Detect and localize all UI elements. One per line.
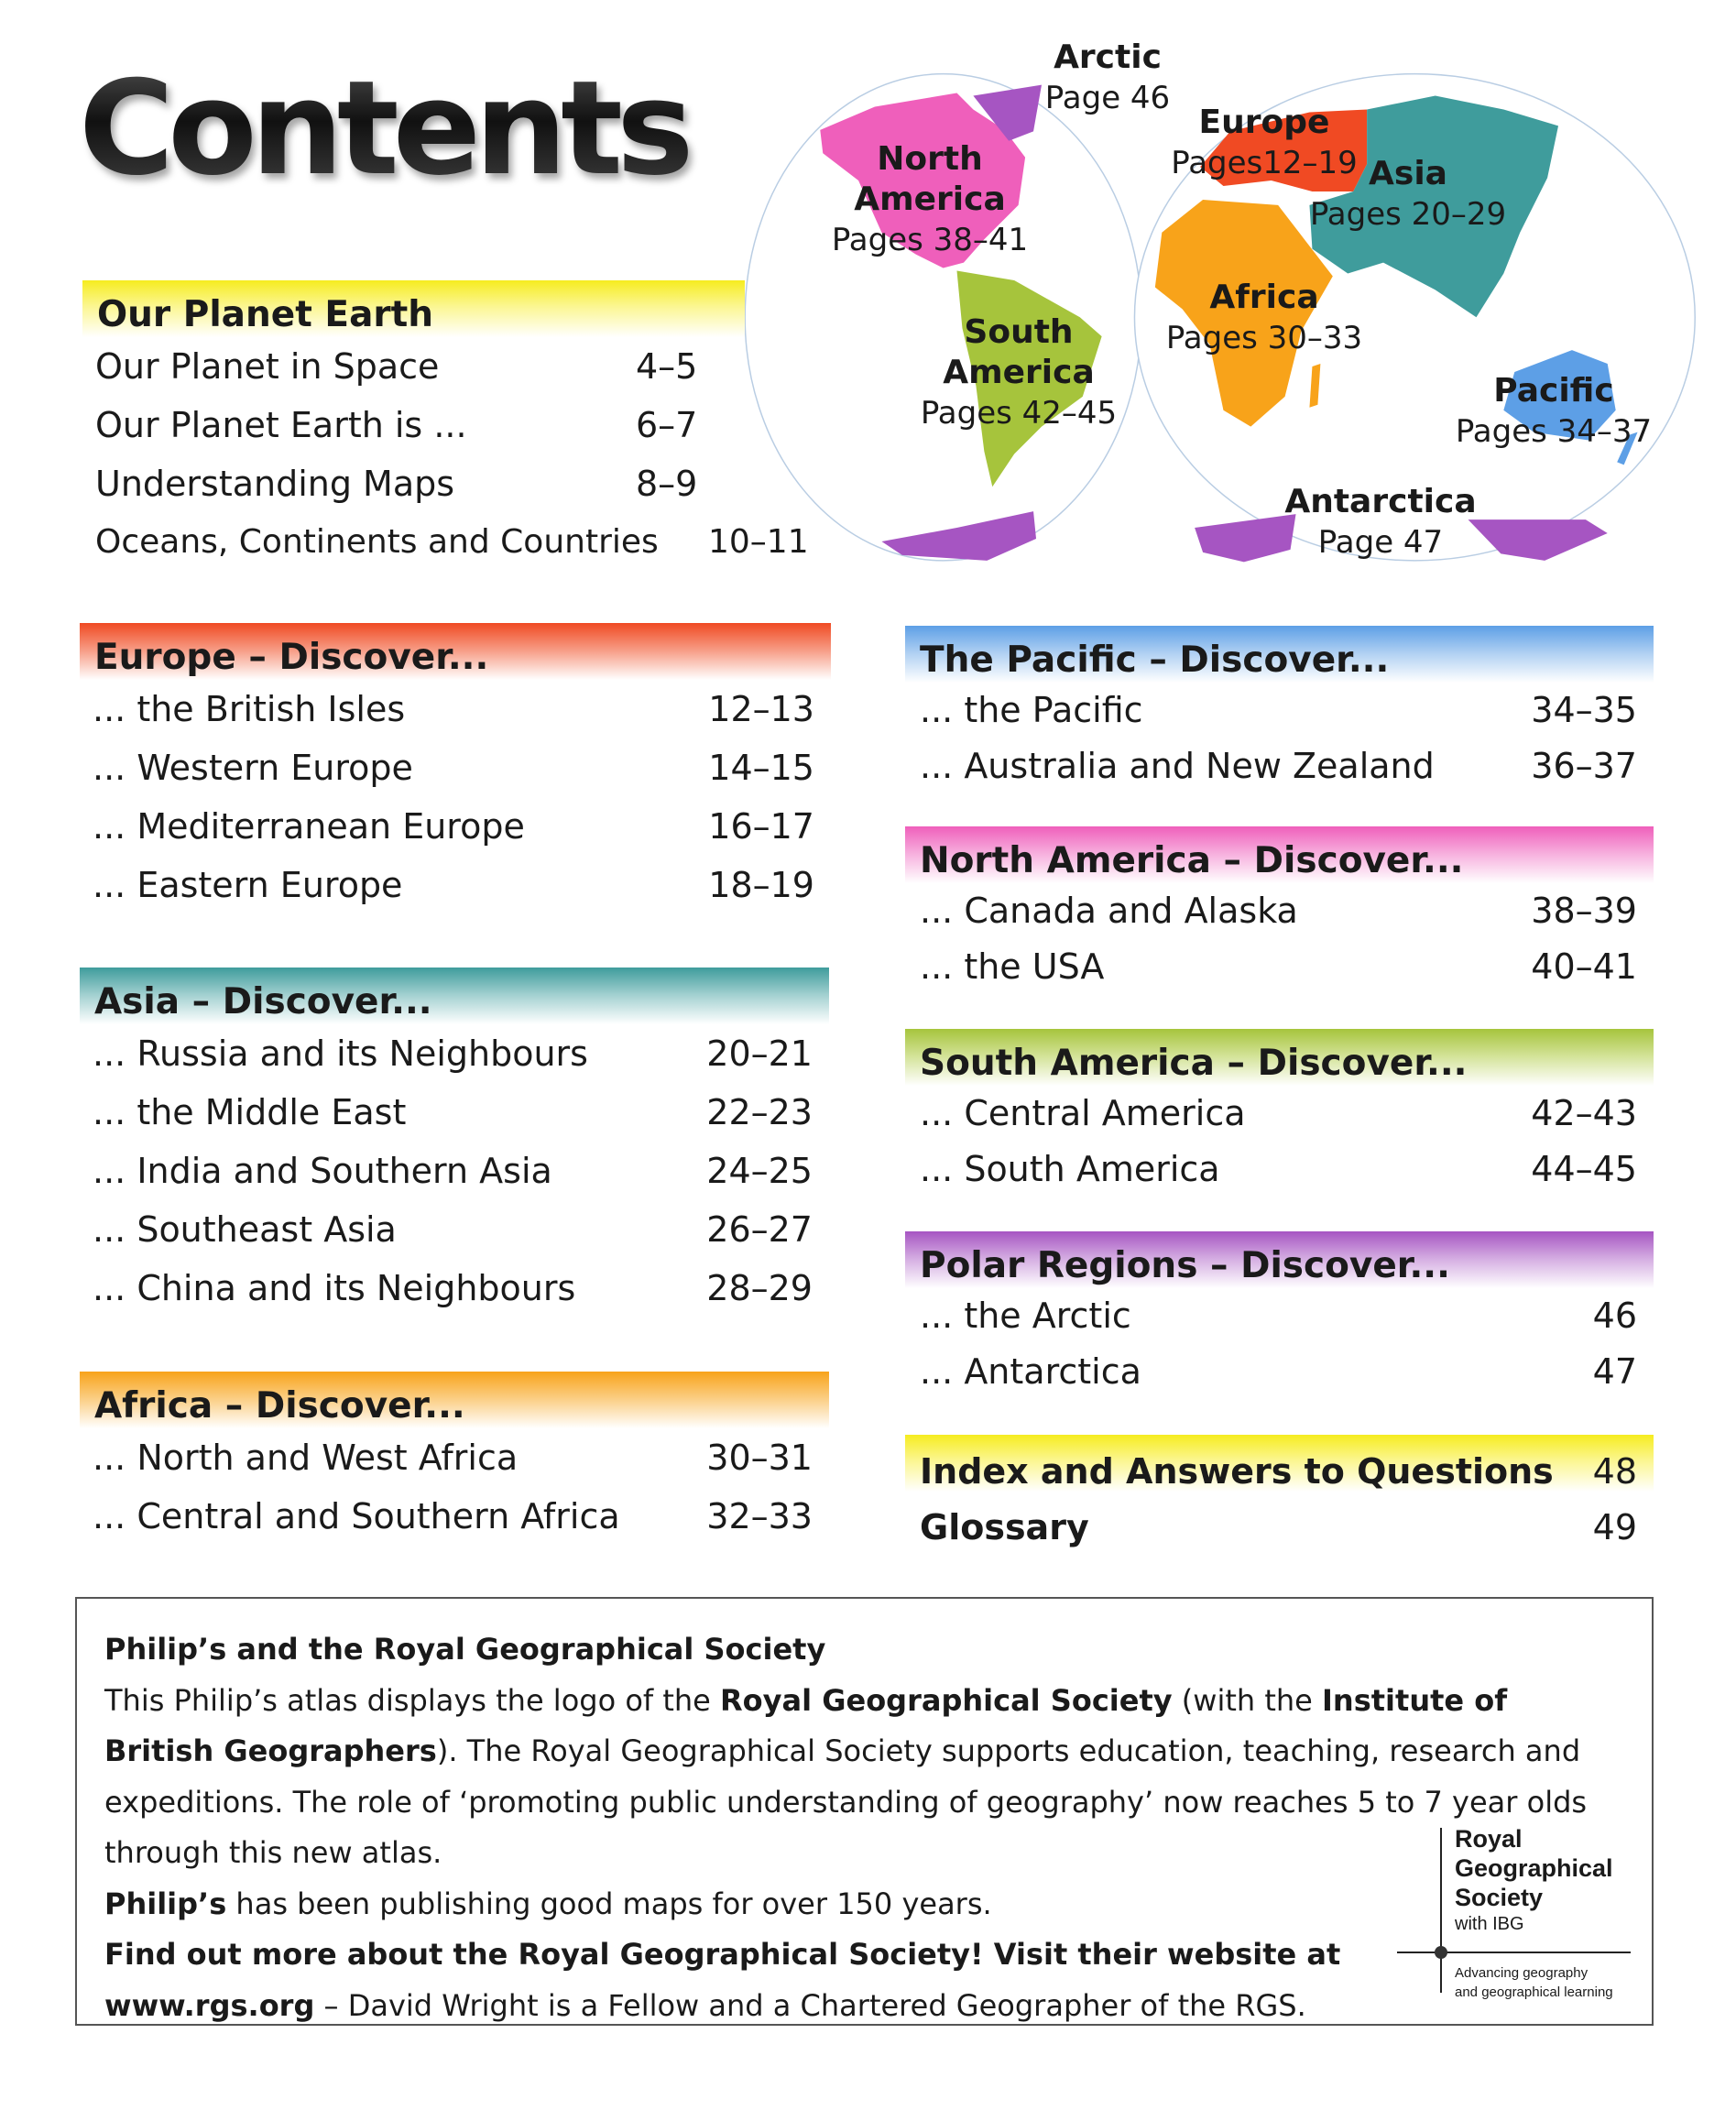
toc-entry-pages: 12–13	[708, 689, 814, 729]
toc-entry-pages: 49	[1592, 1506, 1637, 1547]
map-label-name: Pacific	[1493, 372, 1614, 410]
toc-entry-pages: 24–25	[706, 1151, 813, 1191]
toc-entry-pages: 26–27	[706, 1209, 813, 1250]
info-box-paragraph	[104, 1676, 1616, 1879]
toc-entry-label: Oceans, Continents and Countries	[95, 523, 659, 561]
toc-entry-index[interactable]	[905, 1444, 1654, 1500]
toc-entry-label: ... Southeast Asia	[93, 1209, 397, 1250]
toc-entry-label: ... the Arctic	[920, 1296, 1131, 1336]
section-asia	[80, 968, 829, 1317]
toc-entry[interactable]	[82, 454, 745, 513]
section-heading: Africa – Discover...	[80, 1372, 829, 1428]
toc-entry[interactable]	[80, 1200, 829, 1259]
rgs-logo	[1392, 1819, 1654, 2002]
toc-entry-pages: 30–31	[706, 1438, 813, 1478]
toc-entry-label: ... Russia and its Neighbours	[93, 1033, 588, 1074]
toc-entry[interactable]	[80, 680, 831, 738]
toc-entry-pages: 14–15	[708, 748, 814, 788]
map-label-pages: Pages 38–41	[831, 222, 1029, 258]
map-label-name: Antarctica	[1284, 483, 1477, 520]
antarctica-east-shape-1	[1195, 514, 1295, 562]
toc-entry-pages: 48	[1592, 1451, 1637, 1492]
logo-tagline	[1455, 1963, 1613, 2002]
toc-entry-pages: 42–43	[1531, 1093, 1637, 1133]
map-label-antarctica[interactable]	[1284, 482, 1476, 563]
toc-entry[interactable]	[80, 738, 831, 797]
logo-name-line: Society	[1455, 1884, 1544, 1911]
text-bold: Royal Geographical Society	[720, 1682, 1173, 1718]
toc-entry-pages: 6–7	[636, 405, 698, 445]
toc-entry-label: ... the British Isles	[93, 689, 406, 729]
toc-entry[interactable]	[905, 1086, 1654, 1142]
toc-entry-label: ... Central and Southern Africa	[93, 1496, 620, 1536]
toc-entry-label: ... Western Europe	[93, 748, 413, 788]
toc-entry-pages: 36–37	[1531, 745, 1637, 786]
toc-entry-label: ... Eastern Europe	[93, 865, 403, 905]
toc-entry-pages: 20–21	[706, 1033, 813, 1074]
section-heading: Europe – Discover...	[80, 623, 831, 680]
map-label-name: North	[877, 140, 983, 178]
toc-entry-pages: 38–39	[1531, 891, 1637, 931]
toc-entry[interactable]	[82, 396, 745, 454]
map-label-pages: Pages 34–37	[1455, 413, 1653, 450]
rgs-website-link[interactable]: Find out more about the Royal Geographical Society! Visit their website at www.rgs.org	[104, 1937, 1341, 2023]
toc-entry-label: ... India and Southern Asia	[93, 1151, 552, 1191]
map-label-name: Arctic	[1054, 38, 1162, 76]
text: – David Wright is a Fellow and a Chartered Geographer of the RGS.	[314, 1987, 1306, 2023]
antarctica-east-shape-2	[1469, 519, 1608, 561]
toc-entry[interactable]	[905, 1142, 1654, 1197]
section-heading: Our Planet Earth	[82, 280, 745, 337]
toc-entry[interactable]	[80, 1428, 829, 1487]
toc-entry-pages: 46	[1592, 1296, 1637, 1336]
toc-entry-pages: 32–33	[706, 1496, 813, 1536]
section-heading: Asia – Discover...	[80, 968, 829, 1024]
text-bold: Institute of British Geographers	[104, 1682, 1508, 1768]
section-heading: Polar Regions – Discover...	[905, 1231, 1654, 1288]
section-polar-regions	[905, 1231, 1654, 1399]
toc-entry-pages: 34–35	[1531, 690, 1637, 730]
logo-vertical-line	[1440, 1828, 1442, 1993]
toc-entry[interactable]	[82, 513, 809, 572]
toc-entry[interactable]	[905, 1344, 1654, 1400]
section-heading: The Pacific – Discover...	[905, 626, 1654, 683]
logo-name-line: Royal	[1455, 1825, 1523, 1853]
section-pacific	[905, 626, 1654, 793]
toc-entry[interactable]	[905, 683, 1654, 738]
toc-entry[interactable]	[905, 883, 1654, 939]
toc-entry-label: ... North and West Africa	[93, 1438, 519, 1478]
map-label-name: South	[964, 313, 1074, 351]
toc-entry-label: ... Canada and Alaska	[920, 891, 1298, 931]
toc-entry-label: Glossary	[920, 1506, 1089, 1547]
toc-entry[interactable]	[80, 1142, 829, 1200]
toc-entry-pages: 18–19	[708, 865, 814, 905]
logo-with-ibg: with IBG	[1455, 1914, 1524, 1934]
toc-entry[interactable]	[80, 797, 831, 856]
section-our-planet-earth	[82, 280, 809, 572]
toc-entry-glossary[interactable]	[905, 1500, 1654, 1556]
map-label-north-america[interactable]	[832, 139, 1028, 260]
text: This Philip’s atlas displays the logo of the	[104, 1682, 721, 1718]
map-label-south-america[interactable]	[921, 312, 1117, 433]
toc-entry[interactable]	[905, 939, 1654, 995]
map-label-pages: Pages 30–33	[1165, 320, 1363, 356]
toc-entry-label: ... the Pacific	[920, 690, 1143, 730]
section-south-america	[905, 1029, 1654, 1197]
toc-entry-label: Our Planet Earth is ...	[95, 405, 467, 445]
text-bold: Philip’s	[104, 1886, 227, 1921]
text: ). The Royal Geographical Society supports education, teaching, research and expeditions. The role of ‘promoting public understanding of geography’ now reaches 5 to 7 year olds through this new atlas.	[104, 1733, 1588, 1870]
toc-entry-pages: 44–45	[1531, 1148, 1637, 1189]
toc-entry-label: Index and Answers to Questions	[920, 1451, 1554, 1492]
toc-entry-pages: 10–11	[708, 523, 809, 561]
logo-tagline-line: Advancing geography	[1455, 1965, 1589, 1981]
toc-entry[interactable]	[905, 1288, 1654, 1344]
section-index	[905, 1435, 1654, 1546]
map-label-name: Europe	[1198, 104, 1330, 141]
toc-entry-pages: 16–17	[708, 806, 814, 847]
map-label-name: America	[854, 180, 1006, 218]
toc-entry[interactable]	[905, 738, 1654, 794]
toc-entry[interactable]	[80, 1487, 829, 1546]
map-label-name: Asia	[1369, 155, 1447, 192]
toc-entry-label: ... the USA	[920, 946, 1105, 987]
toc-entry-label: ... Antarctica	[920, 1350, 1141, 1392]
map-label-pages: Page 46	[1044, 80, 1171, 116]
text: (with the	[1172, 1682, 1323, 1718]
map-label-pacific[interactable]	[1456, 371, 1652, 452]
toc-entry-pages: 22–23	[706, 1092, 813, 1132]
logo-horizontal-line	[1397, 1952, 1631, 1953]
toc-entry-pages: 47	[1592, 1350, 1637, 1392]
toc-entry[interactable]	[80, 856, 831, 914]
section-europe	[80, 623, 831, 914]
map-label-name: America	[943, 354, 1095, 391]
section-africa	[80, 1372, 829, 1546]
toc-entry-pages: 40–41	[1531, 946, 1637, 987]
toc-entry-label: ... Central America	[920, 1093, 1246, 1133]
page-title: Contents	[79, 53, 688, 204]
map-label-arctic[interactable]	[1045, 38, 1170, 118]
info-box-heading: Philip’s and the Royal Geographical Society	[104, 1632, 826, 1667]
text: has been publishing good maps for over 150 years.	[226, 1886, 992, 1921]
toc-entry-label: Our Planet in Space	[95, 346, 440, 387]
toc-entry-label: ... Australia and New Zealand	[920, 745, 1435, 786]
toc-entry[interactable]	[82, 337, 745, 396]
map-label-pages: Page 47	[1317, 524, 1444, 561]
map-label-pages: Pages 42–45	[920, 395, 1118, 432]
toc-entry-pages: 4–5	[636, 346, 698, 387]
section-heading: North America – Discover...	[905, 826, 1654, 883]
toc-entry[interactable]	[80, 1024, 829, 1083]
toc-entry-pages: 28–29	[706, 1268, 813, 1308]
map-label-pages: Pages 20–29	[1309, 196, 1507, 233]
map-label-name: Africa	[1209, 279, 1319, 316]
section-heading: South America – Discover...	[905, 1029, 1654, 1086]
logo-tagline-line: and geographical learning	[1455, 1984, 1613, 2000]
toc-entry[interactable]	[80, 1083, 829, 1142]
logo-name-line: Geographical	[1455, 1854, 1613, 1882]
toc-entry-label: ... the Middle East	[93, 1092, 407, 1132]
map-label-asia[interactable]	[1310, 154, 1506, 235]
toc-entry-label: ... South America	[920, 1148, 1220, 1189]
logo-name	[1455, 1824, 1613, 1912]
section-north-america	[905, 826, 1654, 994]
toc-entry-label: Understanding Maps	[95, 464, 455, 504]
map-label-pages: Pages12–19	[1171, 145, 1358, 181]
toc-entry-label: ... China and its Neighbours	[93, 1268, 576, 1308]
info-box-paragraph	[104, 1930, 1387, 2031]
toc-entry-label: ... Mediterranean Europe	[93, 806, 525, 847]
toc-entry[interactable]	[80, 1259, 829, 1317]
logo-dot-icon	[1435, 1946, 1447, 1959]
toc-entry-pages: 8–9	[636, 464, 698, 504]
map-label-africa[interactable]	[1166, 278, 1362, 358]
